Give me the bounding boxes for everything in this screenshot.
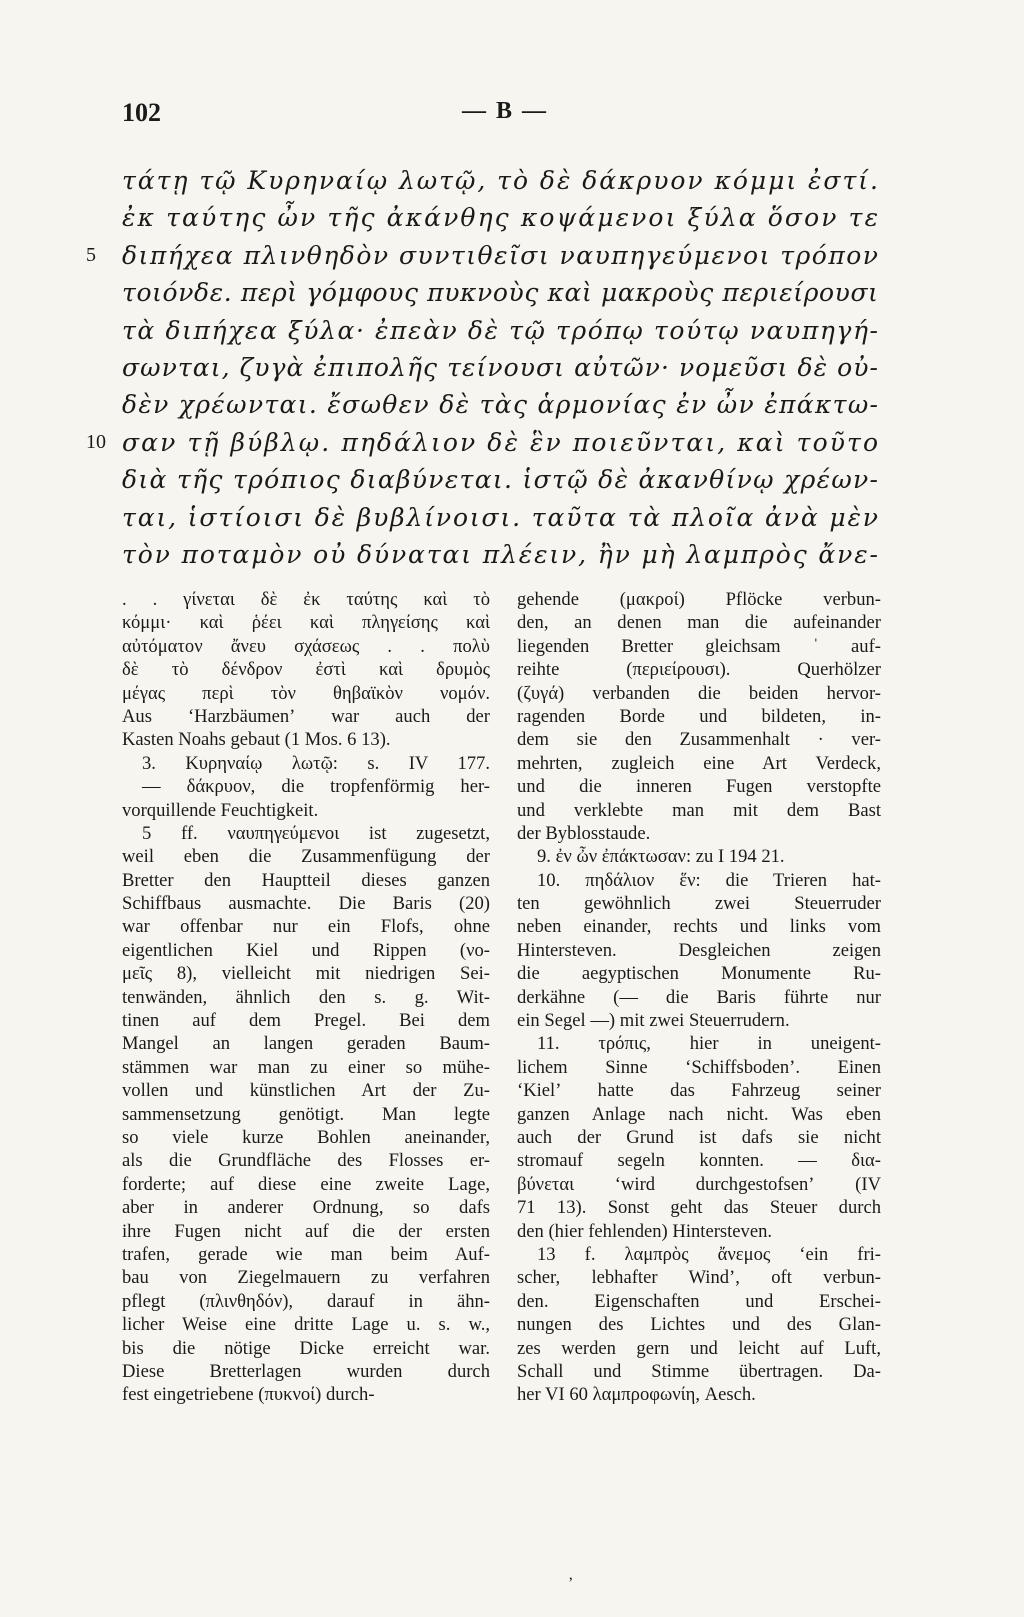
commentary-line: liegenden Bretter gleichsam ˈ auf- (517, 635, 881, 657)
main-text-line-text: δὲν χρέωνται. ἔσωθεν δὲ τὰς ἁρμονίας ἐν ὦν ἐπάκτω- (122, 390, 880, 420)
commentary-line: pflegt (πλινθηδόν), darauf in ähn- (122, 1290, 490, 1312)
main-text-line-text: τὰ διπήχεα ξύλα· ἐπεὰν δὲ τῷ τρόπῳ τούτῳ ναυπηγή- (122, 315, 880, 345)
commentary-line: μεῖς 8), vielleicht mit niedrigen Sei- (122, 963, 490, 985)
main-text-line (122, 461, 882, 498)
commentary-line: 10. πηδάλιον ἕν: die Trieren hat- (537, 869, 881, 891)
page-header (122, 98, 882, 138)
commentary-line: Diese Bretterlagen wurden durch (122, 1360, 490, 1382)
commentary-line: tenwänden, ähnlich den s. g. Wit- (122, 986, 490, 1008)
commentary-line: 71 13). Sonst geht das Steuer durch (517, 1197, 881, 1219)
commentary-line: μέγας περὶ τὸν θηβαϊκὸν νομόν. (122, 682, 490, 704)
commentary-line: mehrten, zugleich eine Art Verdeck, (517, 752, 881, 774)
commentary-line: derkähne (— die Baris führte nur (517, 986, 881, 1008)
main-text-line-text: σωνται, ζυγὰ ἐπιπολῆς τείνουσι αὐτῶν· νομεῦσι δὲ οὐ- (122, 352, 880, 382)
commentary-line: 11. τρόπις, hier in uneigent- (537, 1033, 881, 1055)
main-text-line (122, 536, 882, 573)
commentary-line: forderte; auf diese eine zweite Lage, (122, 1173, 490, 1195)
commentary-line: (ζυγά) verbanden die beiden hervor- (517, 682, 881, 704)
commentary-line: aber in anderer Ordnung, so dafs (122, 1197, 490, 1219)
commentary-line: so viele kurze Bohlen aneinander, (122, 1126, 490, 1148)
main-text-line-text: τάτῃ τῷ Κυρηναίῳ λωτῷ, τὸ δὲ δάκρυον κόμμι ἐστί. (122, 166, 880, 195)
commentary-line: bau von Ziegelmauern zu verfahren (122, 1267, 490, 1289)
stray-mark: ʼ (568, 1575, 574, 1592)
commentary-line: neben einander, rechts und links vom (517, 916, 881, 938)
main-text-line-text: ἐκ ταύτης ὦν τῆς ἀκάνθης κοψάμενοι ξύλα ὅσον τε (122, 203, 881, 233)
main-text-line-text: τὸν ποταμὸν οὐ δύναται πλέειν, ἢν μὴ λαμπρὸς ἄνε- (122, 539, 880, 569)
commentary-line: zes werden gern und leicht auf Luft, (517, 1337, 881, 1359)
commentary-line: ragenden Borde und bildeten, in- (517, 705, 881, 727)
running-head: — B — (462, 98, 549, 124)
commentary-line: ein Segel —) mit zwei Steuerrudern. (517, 1010, 790, 1032)
line-number: 5 (86, 243, 96, 266)
commentary-line: ganzen Anlage nach nicht. Was eben (517, 1103, 881, 1125)
main-text-line (86, 424, 882, 461)
commentary-line: αὐτόματον ἄνευ σχάσεως . . πολὺ (122, 635, 490, 657)
main-text-line-text: σαν τῇ βύβλῳ. πηδάλιον δὲ ἓν ποιεῦνται, καὶ τοῦτο (122, 427, 881, 457)
main-text-line-text: διπήχεα πλινθηδὸν συντιθεῖσι ναυπηγεύμενοι τρόπον (122, 240, 880, 270)
commentary-line: tinen auf dem Pregel. Bei dem (122, 1010, 490, 1032)
commentary-line: Bretter den Hauptteil dieses ganzen (122, 869, 490, 891)
commentary-line: fest eingetriebene (πυκνοί) durch- (122, 1384, 375, 1406)
commentary-line: und verklebte man mit dem Bast (517, 799, 881, 821)
commentary-line: — δάκρυον, die tropfenförmig her- (142, 776, 490, 798)
main-text-line (122, 199, 882, 236)
commentary-line: lichem Sinne ʻSchiffsbodenʼ. Einen (517, 1056, 881, 1078)
commentary-line: der Byblosstaude. (517, 822, 651, 844)
commentary-line: weil eben die Zusammenfügung der (122, 846, 490, 868)
main-text-line (122, 349, 882, 386)
commentary-line: κόμμι· καὶ ῥέει καὶ πληγείσης καὶ (122, 612, 490, 634)
line-number: 10 (86, 430, 106, 453)
commentary-line: den, an denen man die aufeinander (517, 612, 881, 634)
commentary-line: 3. Κυρηναίῳ λωτῷ: s. IV 177. (142, 752, 490, 774)
commentary-line: stromauf segeln konnten. — δια- (517, 1150, 881, 1172)
commentary-line: Hintersteven. Desgleichen zeigen (517, 939, 881, 961)
commentary-line: reihte (περιείρουσι). Querhölzer (517, 659, 881, 681)
commentary-left-column (122, 588, 490, 1407)
commentary-line: . . γίνεται δὲ ἐκ ταύτης καὶ τὸ (122, 589, 490, 610)
commentary-line: scher, lebhafter Windʼ, oft verbun- (517, 1267, 881, 1289)
main-text-line (86, 237, 882, 274)
commentary-line: Aus ʻHarzbäumenʼ war auch der (122, 705, 490, 727)
commentary-line: stämmen war man zu einer so mühe- (122, 1056, 490, 1078)
main-text-line (122, 386, 882, 423)
commentary-line: Mangel an langen geraden Baum- (122, 1033, 490, 1055)
commentary-line: ten gewöhnlich zwei Steuerruder (517, 893, 881, 915)
commentary-line: 9. ἐν ὦν ἐπάκτωσαν: zu I 194 21. (537, 846, 785, 868)
commentary-right-column (517, 588, 881, 1407)
commentary-line: trafen, gerade wie man beim Auf- (122, 1243, 490, 1265)
commentary-line: den. Eigenschaften und Erschei- (517, 1290, 881, 1312)
commentary-line: licher Weise eine dritte Lage u. s. w., (122, 1314, 490, 1336)
commentary-line: sammensetzung genötigt. Man legte (122, 1103, 490, 1125)
commentary-line: die aegyptischen Monumente Ru- (517, 963, 881, 985)
commentary-line: war offenbar nur ein Flofs, ohne (122, 916, 490, 938)
commentary-line: ihre Fugen nicht auf die der ersten (122, 1220, 490, 1242)
commentary-line: her VI 60 λαμπροφωνίη, Aesch. (517, 1384, 756, 1406)
main-text-line-text: ται, ἱστίοισι δὲ βυβλίνοισι. ταῦτα τὰ πλοῖα ἀνὰ μὲν (122, 502, 880, 532)
commentary-line: βύνεται ʻwird durchgestofsenʼ (IV (517, 1173, 881, 1195)
main-text-line (122, 312, 882, 349)
main-text-line (122, 499, 882, 536)
commentary-line: eigentlichen Kiel und Rippen (νο- (122, 939, 490, 961)
commentary-line: den (hier fehlenden) Hintersteven. (517, 1220, 773, 1242)
commentary-line: 5 ff. ναυπηγεύμενοι ist zugesetzt, (142, 822, 490, 844)
commentary-line: Kasten Noahs gebaut (1 Mos. 6 13). (122, 729, 391, 751)
main-text-line (122, 162, 882, 199)
commentary-line: Schall und Stimme übertragen. Da- (517, 1360, 881, 1382)
main-text-line-text: τοιόνδε. περὶ γόμφους πυκνοὺς καὶ μακροὺς περιείρουσι (122, 278, 879, 308)
main-text-line-text: διὰ τῆς τρόπιος διαβύνεται. ἱστῷ δὲ ἀκανθίνῳ χρέων- (122, 465, 880, 495)
greek-main-text (86, 162, 882, 573)
main-text-line (122, 274, 882, 311)
commentary-line: gehende (μακροί) Pflöcke verbun- (517, 589, 881, 610)
commentary-line: vollen und künstlichen Art der Zu- (122, 1080, 490, 1102)
page-number: 102 (122, 98, 161, 127)
commentary-line: ʻKielʼ hatte das Fahrzeug seiner (517, 1080, 881, 1102)
commentary-line: 13 f. λαμπρὸς ἄνεμος ʻein fri- (537, 1243, 881, 1265)
commentary-line: δὲ τὸ δένδρον ἐστὶ καὶ δρυμὸς (122, 659, 490, 681)
commentary-line: dem sie den Zusammenhalt · ver- (517, 729, 881, 751)
commentary-line: vorquillende Feuchtigkeit. (122, 799, 319, 821)
commentary-line: Schiffbaus ausmachte. Die Baris (20) (122, 893, 490, 915)
commentary-line: auch der Grund ist dafs sie nicht (517, 1126, 881, 1148)
commentary-line: bis die nötige Dicke erreicht war. (122, 1337, 490, 1359)
commentary-line: und die inneren Fugen verstopfte (517, 776, 881, 798)
commentary-line: als die Grundfläche des Flosses er- (122, 1150, 490, 1172)
commentary-line: nungen des Lichtes und des Glan- (517, 1314, 881, 1336)
